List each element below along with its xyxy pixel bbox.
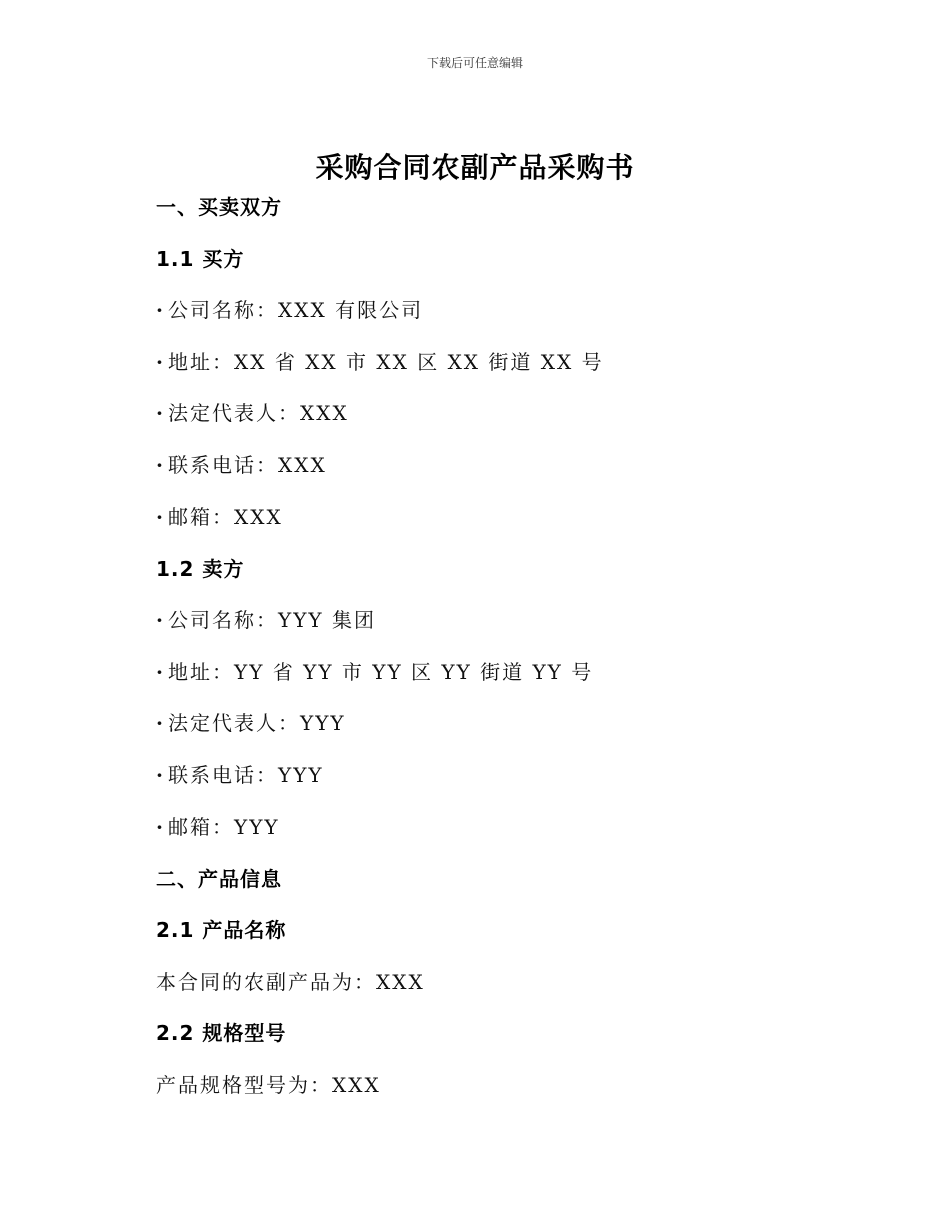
bullet: · — [156, 401, 165, 425]
seller-phone-text: 联系电话：YYY — [168, 763, 324, 787]
buyer-address-text: 地址：XX 省 XX 市 XX 区 XX 街道 XX 号 — [168, 350, 604, 374]
bullet: · — [156, 453, 165, 477]
bullet: · — [156, 608, 165, 632]
bullet: · — [156, 298, 165, 322]
spec-text: 产品规格型号为：XXX — [156, 1073, 381, 1097]
seller-legal-representative-text: 法定代表人：YYY — [168, 711, 346, 735]
buyer-email-text: 邮箱：XXX — [168, 505, 283, 529]
section-heading-product-info: 二、产品信息 — [156, 867, 282, 891]
bullet: · — [156, 815, 165, 839]
buyer-address — [156, 348, 604, 376]
bullet: · — [156, 505, 165, 529]
buyer-legal-representative-text: 法定代表人：XXX — [168, 401, 349, 425]
section-heading-parties: 一、买卖双方 — [156, 195, 282, 219]
seller-company-name — [156, 606, 376, 634]
bullet: · — [156, 660, 165, 684]
bullet: · — [156, 350, 165, 374]
subsection-heading-spec: 2.2 规格型号 — [156, 1021, 287, 1045]
seller-email — [156, 813, 280, 841]
bullet: · — [156, 711, 165, 735]
seller-phone — [156, 761, 324, 789]
buyer-phone — [156, 451, 327, 479]
buyer-email — [156, 503, 283, 531]
document-title: 采购合同农副产品采购书 — [315, 151, 635, 184]
subsection-heading-seller: 1.2 卖方 — [156, 557, 245, 581]
seller-address-text: 地址：YY 省 YY 市 YY 区 YY 街道 YY 号 — [168, 660, 594, 684]
bullet: · — [156, 763, 165, 787]
buyer-phone-text: 联系电话：XXX — [168, 453, 327, 477]
seller-legal-representative — [156, 709, 346, 737]
subsection-heading-product-name: 2.1 产品名称 — [156, 918, 287, 942]
seller-company-name-text: 公司名称：YYY 集团 — [168, 608, 376, 632]
buyer-legal-representative — [156, 399, 349, 427]
buyer-company-name — [156, 296, 423, 324]
subsection-heading-buyer: 1.1 买方 — [156, 247, 245, 271]
seller-address — [156, 658, 593, 686]
seller-email-text: 邮箱：YYY — [168, 815, 280, 839]
buyer-company-name-text: 公司名称：XXX 有限公司 — [168, 298, 424, 322]
product-name-text: 本合同的农副产品为：XXX — [156, 970, 425, 994]
header-note: 下载后可任意编辑 — [426, 56, 523, 70]
